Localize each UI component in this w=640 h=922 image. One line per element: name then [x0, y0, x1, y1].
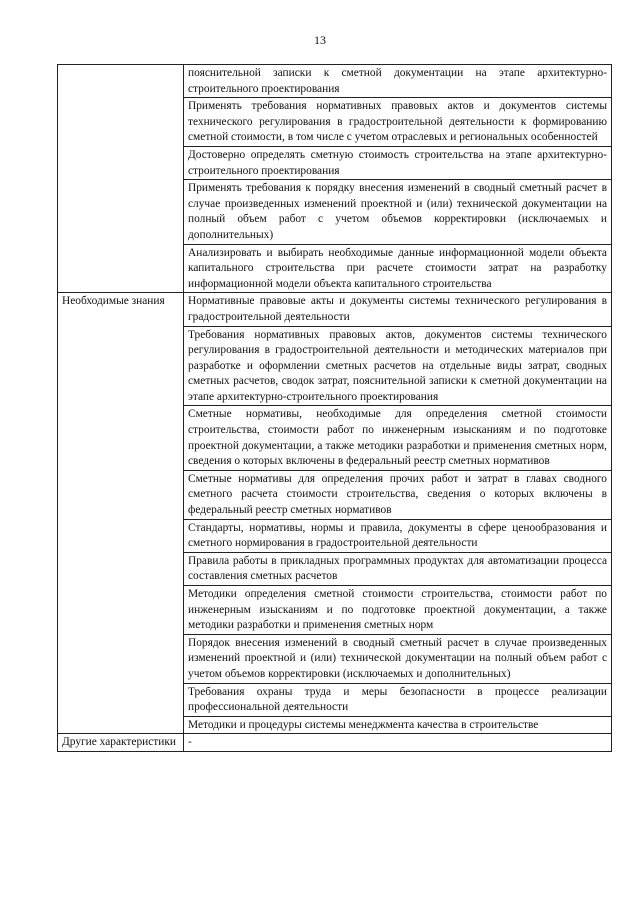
section-item: Применять требования нормативных правовых актов и документов системы технического регулирования в градостроительной деятельности к формированию сметной стоимости, в том числе с учетом отраслевых и региональных особенностей: [184, 98, 612, 147]
section-item: пояснительной записки к сметной документации на этапе архитектурно-строительного проектирования: [184, 65, 612, 98]
section-item: Стандарты, нормативы, нормы и правила, документы в сфере ценообразования и сметного нормирования в градостроительной деятельности: [184, 519, 612, 552]
section-label: Необходимые знания: [58, 293, 184, 734]
section-label: [58, 65, 184, 293]
table-row: [58, 734, 612, 752]
section-item: Методики определения сметной стоимости строительства, стоимости работ по инженерным изысканиям и по подготовке проектной документации, а также методики разработки и применения сметных норм: [184, 586, 612, 635]
section-item: Сметные нормативы для определения прочих работ и затрат в главах сводного сметного расчета стоимости строительства, сведения о которых включены в федеральный реестр сметных нормативов: [184, 470, 612, 519]
section-item: Достоверно определять сметную стоимость строительства на этапе архитектурно-строительного проектирования: [184, 146, 612, 179]
section-item: Методики и процедуры системы менеджмента качества в строительстве: [184, 716, 612, 734]
section-item: Требования нормативных правовых актов, документов системы технического регулирования в градостроительной деятельности и методических материалов при разработке и оформлении сметных расчетов на отдельные виды затрат, сводных сметных расчетов, сводок затрат, пояснительной записки к сметной документации на этапе архитектурно-строительного проектирования: [184, 326, 612, 406]
section-item: Анализировать и выбирать необходимые данные информационной модели объекта капитального строительства при расчете стоимости затрат на разработку информационной модели объекта капитального строительства: [184, 244, 612, 293]
section-item: Порядок внесения изменений в сводный сметный расчет в случае произведенных изменений проектной и (или) технической документации на полный объем работ с учетом объемов корректировки (исключаемых и дополнительных): [184, 634, 612, 683]
table-row: [58, 65, 612, 98]
table-row: [58, 293, 612, 326]
section-label: Другие характеристики: [58, 734, 184, 752]
section-item: Сметные нормативы, необходимые для определения сметной стоимости строительства, стоимости работ по инженерным изысканиям и по подготовке проектной документации, а также методики разработки и применения сметных норм, сведения о которых включены в федеральный реестр сметных нормативов: [184, 406, 612, 470]
page-number: 13: [314, 33, 326, 47]
competency-table-body: [58, 65, 612, 752]
section-item: -: [184, 734, 612, 752]
section-item: Нормативные правовые акты и документы системы технического регулирования в градостроительной деятельности: [184, 293, 612, 326]
section-item: Правила работы в прикладных программных продуктах для автоматизации процесса составления сметных расчетов: [184, 552, 612, 585]
competency-table: [57, 64, 612, 752]
section-item: Применять требования к порядку внесения изменений в сводный сметный расчет в случае произведенных изменений проектной и (или) технической документации на полный объем работ с учетом объемов корректировки (исключаемых и дополнительных): [184, 180, 612, 244]
section-item: Требования охраны труда и меры безопасности в процессе реализации профессиональной деятельности: [184, 683, 612, 716]
